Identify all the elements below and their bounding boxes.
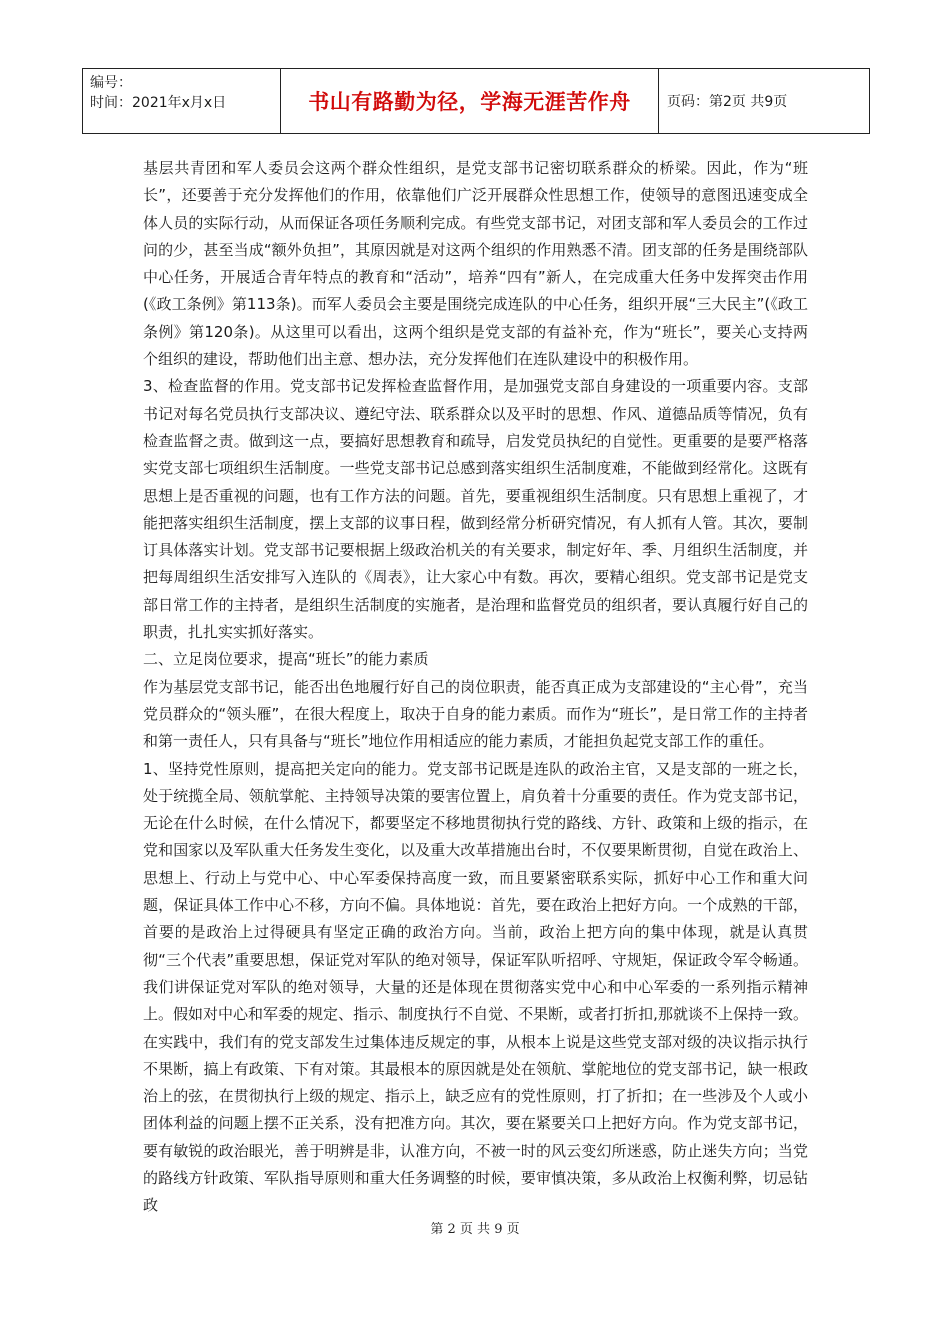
- header-motto: 书山有路勤为径，学海无涯苦作舟: [308, 90, 631, 114]
- body-paragraph: 3、检查监督的作用。党支部书记发挥检查监督作用，是加强党支部自身建设的一项重要内容。支部书记对每名党员执行支部决议、遵纪守法、联系群众以及平时的思想、作风、道德品质等情况，负有检查监督之责。做到这一点，要搞好思想教育和疏导，启发党员执纪的自觉性。更重要的是要严格落实党支部七项组织生活制度。一些党支部书记总感到落实组织生活制度难，不能做到经常化。这既有思想上是否重视的问题，也有工作方法的问题。首先，要重视组织生活制度。只有思想上重视了，才能把落实组织生活制度，摆上支部的议事日程，做到经常分析研究情况，有人抓有人管。其次，要制订具体落实计划。党支部书记要根据上级政治机关的有关要求，制定好年、季、月组织生活制度，并把每周组织生活安排写入连队的《周表》，让大家心中有数。再次，要精心组织。党支部书记是党支部日常工作的主持者，是组织生活制度的实施者，是治理和监督党员的组织者，要认真履行好自己的职责，扎扎实实抓好落实。: [143, 377, 808, 642]
- body-paragraph: 作为基层党支部书记，能否出色地履行好自己的岗位职责，能否真正成为支部建设的“主心骨”，充当党员群众的“领头雁”，在很大程度上，取决于自身的能力素质。而作为“班长”，是日常工作的主持者和第一责任人，只有具备与“班长”地位作用相适应的能力素质，才能担负起党支部工作的重任。: [143, 677, 808, 751]
- document-body: [143, 155, 808, 1220]
- document-time-label: 时间：2021年x月x日: [90, 95, 227, 111]
- header-meta-cell: [83, 69, 281, 133]
- page-footer: 第 2 页 共 9 页: [430, 1222, 520, 1237]
- body-paragraph: 基层共青团和军人委员会这两个群众性组织，是党支部书记密切联系群众的桥梁。因此，作为“班长”，还要善于充分发挥他们的作用，依靠他们广泛开展群众性思想工作，使领导的意图迅速变成全体人员的实际行动，从而保证各项任务顺利完成。有些党支部书记，对团支部和军人委员会的工作过问的少，甚至当成“额外负担”，其原因就是对这两个组织的作用熟悉不清。团支部的任务是围绕部队中心任务，开展适合青年特点的教育和“活动”，培养“四有”新人，在完成重大任务中发挥突击作用(《政工条例》第113条)。而军人委员会主要是围绕完成连队的中心任务，组织开展“三大民主”(《政工条例》第120条)。从这里可以看出，这两个组织是党支部的有益补充，作为“班长”，要关心支持两个组织的建设，帮助他们出主意、想办法，充分发挥他们在连队建设中的积极作用。: [143, 159, 808, 369]
- header-page-cell: [659, 69, 869, 133]
- section-heading: 二、立足岗位要求，提高“班长”的能力素质: [143, 650, 429, 669]
- header-motto-cell: [281, 69, 659, 133]
- body-paragraph: 1、坚持党性原则，提高把关定向的能力。党支部书记既是连队的政治主官，又是支部的一班之长，处于统揽全局、领航掌舵、主持领导决策的要害位置上，肩负着十分重要的责任。作为党支部书记，无论在什么时候，在什么情况下，都要坚定不移地贯彻执行党的路线、方针、政策和上级的指示，在党和国家以及军队重大任务发生变化，以及重大改革措施出台时，不仅要果断贯彻，自觉在政治上、思想上、行动上与党中心、中心军委保持高度一致，而且要紧密联系实际，抓好中心工作和重大问题，保证具体工作中心不移，方向不偏。具体地说：首先，要在政治上把好方向。一个成熟的干部，首要的是政治上过得硬具有坚定正确的政治方向。当前，政治上把方向的集中体现，就是认真贯彻“三个代表”重要思想，保证党对军队的绝对领导，保证军队听招呼、守规矩，保证政令军令畅通。我们讲保证党对军队的绝对领导，大量的还是体现在贯彻落实党中心和中心军委的一系列指示精神上。假如对中心和军委的规定、指示、制度执行不自觉、不果断，或者打折扣,那就谈不上保持一致。在实践中，我们有的党支部发生过集体违反规定的事，从根本上说是这些党支部对级的决议指示执行不果断，搞上有政策、下有对策。其最根本的原因就是处在领航、掌舵地位的党支部书记，缺一根政治上的弦，在贯彻执行上级的规定、指示上，缺乏应有的党性原则，打了折扣；在一些涉及个人或小团体利益的问题上摆不正关系，没有把准方向。其次，要在紧要关口上把好方向。作为党支部书记，要有敏锐的政治眼光，善于明辨是非，认准方向，不被一时的风云变幻所迷惑，防止迷失方向；当党的路线方针政策、军队指导原则和重大任务调整的时候，要审慎决策，多从政治上权衡利弊，切忌钻政: [143, 759, 808, 1215]
- document-number-label: 编号：: [90, 75, 132, 91]
- header-page-label: 页码：第2页 共9页: [667, 94, 788, 110]
- header-table: [82, 68, 870, 134]
